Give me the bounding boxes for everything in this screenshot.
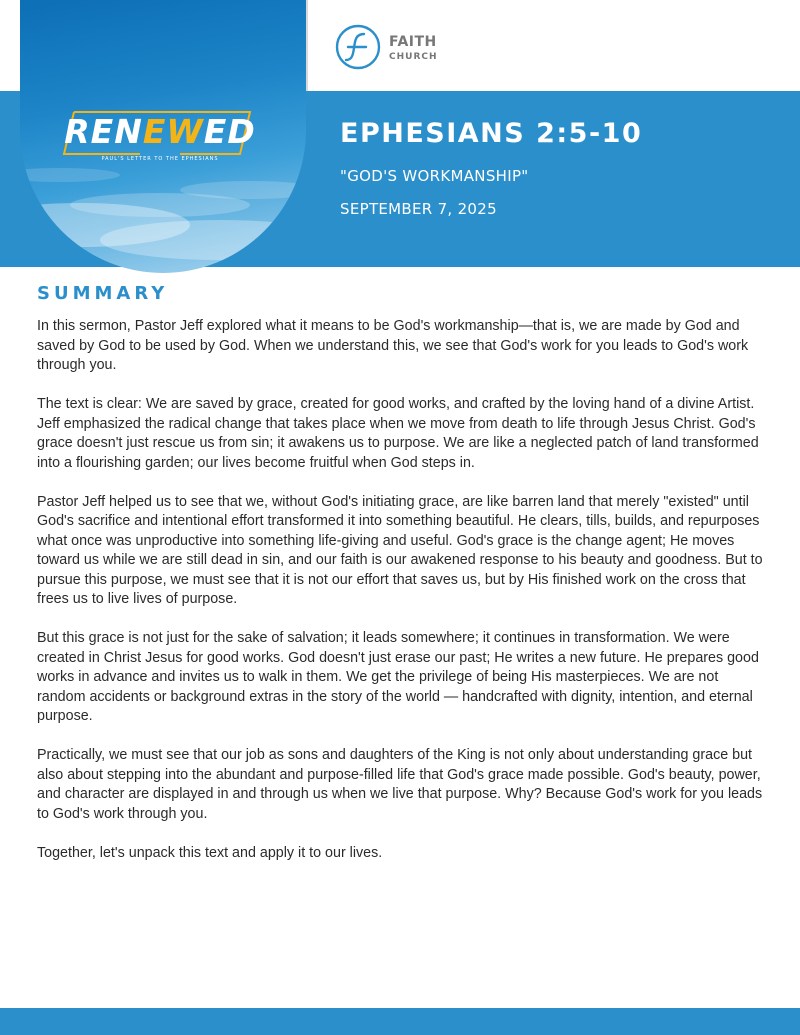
summary-paragraph: Together, let's unpack this text and apply it to our lives. [37,844,383,861]
sermon-date: SEPTEMBER 7, 2025 [340,200,497,218]
faith-church-logo-icon [335,24,381,70]
sermon-subtitle: "GOD'S WORKMANSHIP" [340,167,529,185]
series-logo-tagline: PAUL'S LETTER TO THE EPHESIANS [101,156,219,162]
series-hero-image [20,0,306,273]
church-name-line1: FAITH [389,34,437,50]
summary-paragraph: But this grace is not just for the sake of salvation; it leads somewhere; it continues in transformation. We were created in Christ Jesus for good works. God doesn't just erase our past; He writes a new future. He prepares good works in advance and invites us to walk in them. We get the privilege of being His masterpieces. We are not random accidents or background extras in the story of the world — handcrafted with dignity, intention, and eternal purpose. [37,630,759,724]
series-logo [60,110,260,160]
summary-paragraph: The text is clear: We are saved by grace, created for good works, and crafted by the loving hand of a divine Artist. Jeff emphasized the radical change that takes place when we move from death to life through Jesus Christ. God's grace doesn't just rescue us from sin; it awakens us to purpose. We are like a neglected patch of land transformed into a flourishing garden; our lives become fruitful when God steps in. [37,396,759,471]
summary-paragraph: Practically, we must see that our job as sons and daughters of the King is not only about understanding grace but also about stepping into the abundant and purpose-filled life that God's grace made possible. God's beauty, power, and character are displayed in and through us when we live that purpose. Why? Because God's work for you leads to God's work through you. [37,747,763,822]
summary-body [37,317,767,883]
sermon-title: EPHESIANS 2:5-10 [340,118,643,149]
series-logo-text: RENEWED [64,112,256,151]
church-name-line2: CHURCH [389,52,438,62]
summary-paragraph: In this sermon, Pastor Jeff explored what it means to be God's workmanship—that is, we are made by God and saved by God to be used by God. When we understand this, we see that God's work for you leads to God's work through you. [37,318,749,373]
summary-heading: SUMMARY [37,283,169,304]
footer-band [0,1008,800,1035]
summary-paragraph: Pastor Jeff helped us to see that we, without God's initiating grace, are like barren land that merely "existed" until God's sacrifice and intentional effort transformed it into something beautiful. He clears, tills, builds, and repurposes what once was unproductive into something life-giving and useful. God's grace is the change agent; He moves toward us while we are still dead in sin, and our faith is our awakened response to his beauty and goodness. But to pursue this purpose, we must see that it is not our effort that saves us, but by His finished work on the cross that frees us to live lives of purpose. [37,493,763,607]
series-logo-highlight: EW [142,112,204,151]
